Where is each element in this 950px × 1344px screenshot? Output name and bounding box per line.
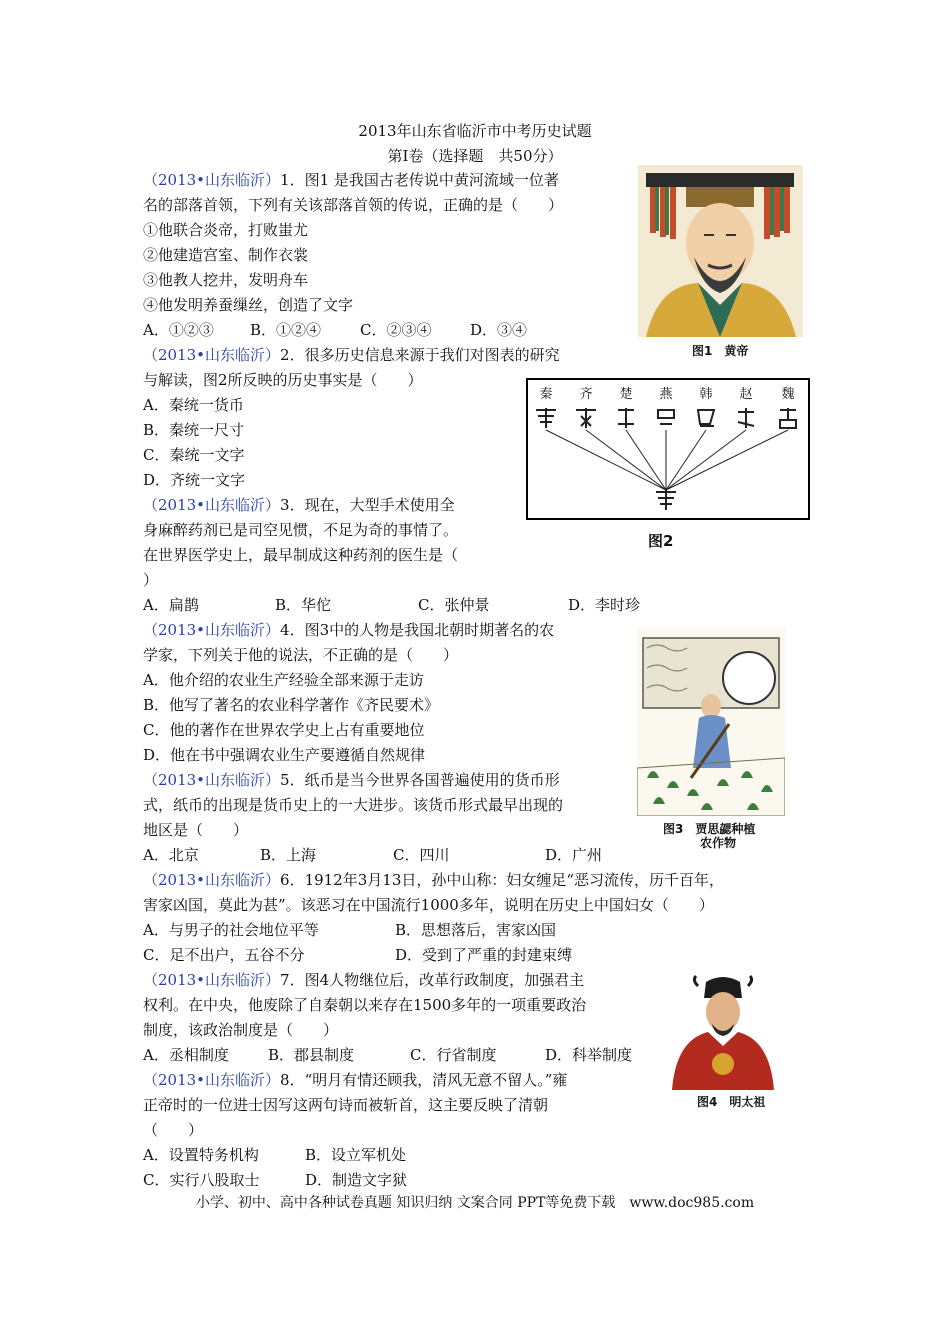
q5-option-c: C．四川 (393, 846, 450, 864)
q4-option-d: D．他在书中强调农业生产要遵循自然规律 (143, 746, 426, 764)
q3-option-c: C．张仲景 (418, 596, 490, 614)
figure-2-caption: 图2 (648, 532, 674, 550)
question-3-line-3: 在世界医学史上，最早制成这种药剂的医生是（ (143, 546, 459, 564)
question-7-line-1: （2013•山东临沂）7．图4人物继位后，改革行政制度，加强君主 (143, 971, 585, 989)
q1-option-a: A．①②③ (143, 321, 214, 339)
question-8-line-1: （2013•山东临沂）8．“明月有情还顾我，清风无意不留人。”雍 (143, 1071, 568, 1089)
q1-option-d: D．③④ (470, 321, 528, 339)
question-2-line-1: （2013•山东临沂）2．很多历史信息来源于我们对图表的研究 (143, 346, 560, 364)
q1-option-c: C．②③④ (360, 321, 432, 339)
state-label-han: 韩 (699, 387, 713, 402)
question-2-line-2: 与解读，图2所反映的历史事实是（ ） (143, 371, 423, 389)
question-1-line-6: ④他发明养蚕缫丝，创造了文字 (143, 296, 354, 314)
figure-2-script-diagram (526, 378, 810, 520)
state-label-wei: 魏 (781, 387, 795, 402)
q7-option-d: D．科举制度 (545, 1046, 633, 1064)
question-3-line-1: （2013•山东临沂）3．现在，大型手术使用全 (143, 496, 455, 514)
state-label-qi: 齐 (579, 387, 593, 402)
question-4-line-1: （2013•山东临沂）4．图3中的人物是我国北朝时期著名的农 (143, 621, 555, 639)
question-1-line-2: 名的部落首领，下列有关该部落首领的传说，正确的是（ ） (143, 196, 564, 214)
source-tag: （2013•山东临沂） (143, 171, 281, 189)
question-7-line-3: 制度，该政治制度是（ ） (143, 1021, 339, 1039)
question-5-line-2: 式，纸币的出现是货币史上的一大进步。该货币形式最早出现的 (143, 796, 564, 814)
question-5-line-3: 地区是（ ） (143, 821, 249, 839)
question-8-line-2: 正帝时的一位进士因写这两句诗而被斩首，这主要反映了清朝 (143, 1096, 549, 1114)
figure-1-caption: 图1 黄帝 (692, 344, 749, 358)
q3-option-d: D．李时珍 (568, 596, 641, 614)
q8-option-c: C．实行八股取士 (143, 1171, 260, 1189)
q1-option-b: B．①②④ (250, 321, 322, 339)
q2-option-a: A．秦统一货币 (143, 396, 244, 414)
question-7-line-2: 权利。在中央，他废除了自秦朝以来存在1500多年的一项重要政治 (143, 996, 587, 1014)
q4-option-c: C．他的著作在世界农学史上占有重要地位 (143, 721, 425, 739)
q4-option-a: A．他介绍的农业生产经验全部来源于走访 (143, 671, 424, 689)
q8-option-b: B．设立军机处 (305, 1146, 407, 1164)
q6-option-b: B．思想落后，害家凶国 (395, 921, 557, 939)
q3-option-b: B．华佗 (275, 596, 332, 614)
question-1-line-5: ③他教人挖井，发明舟车 (143, 271, 309, 289)
q2-option-b: B．秦统一尺寸 (143, 421, 245, 439)
state-label-chu: 楚 (619, 387, 633, 402)
q6-option-d: D．受到了严重的封建束缚 (395, 946, 573, 964)
jia-sixie-farming-illustration (637, 628, 785, 816)
q7-option-c: C．行省制度 (410, 1046, 497, 1064)
figure-3-caption-line-2: 农作物 (700, 836, 737, 850)
question-8-line-3: （ ） (143, 1121, 204, 1139)
question-1-line-3: ①他联合炎帝，打败蚩尤 (143, 221, 309, 239)
question-3-line-2: 身麻醉药剂已是司空见惯，不足为奇的事情了。 (143, 521, 459, 539)
q6-option-c: C．足不出户，五谷不分 (143, 946, 305, 964)
q5-option-b: B．上海 (260, 846, 317, 864)
figure-4-caption: 图4 明太祖 (697, 1095, 766, 1109)
q2-option-d: D．齐统一文字 (143, 471, 246, 489)
q7-option-b: B．郡县制度 (268, 1046, 355, 1064)
q7-option-a: A．丞相制度 (143, 1046, 229, 1064)
ming-taizu-portrait (668, 972, 778, 1090)
q5-option-a: A．北京 (143, 846, 199, 864)
question-1-line-4: ②他建造宫室、制作衣裳 (143, 246, 309, 264)
yellow-emperor-portrait (638, 165, 803, 337)
q8-option-a: A．设置特务机构 (143, 1146, 259, 1164)
state-label-zhao: 赵 (739, 387, 753, 402)
question-3-line-4: ） (143, 571, 159, 589)
state-label-qin: 秦 (539, 387, 553, 402)
q4-option-b: B．他写了著名的农业科学著作《齐民要术》 (143, 696, 440, 714)
question-6-line-2: 害家凶国，莫此为甚”。该恶习在中国流行1000多年，说明在历史上中国妇女（ ） (143, 896, 714, 914)
state-label-yan: 燕 (659, 387, 673, 402)
page-title: 2013年山东省临沂市中考历史试题 (358, 122, 592, 140)
page-footer: 小学、初中、高中各种试卷真题 知识归纳 文案合同 PPT等免费下载 www.doc985.com (195, 1195, 755, 1211)
q2-option-c: C．秦统一文字 (143, 446, 245, 464)
section-title: 第Ⅰ卷（选择题 共50分） (387, 147, 563, 165)
q5-option-d: D．广州 (545, 846, 603, 864)
question-1-line-1: （2013•山东临沂）1．图1 是我国古老传说中黄河流域一位著 (143, 171, 559, 189)
q8-option-d: D．制造文字狱 (305, 1171, 408, 1189)
q6-option-a: A．与男子的社会地位平等 (143, 921, 319, 939)
question-6-line-1: （2013•山东临沂）6．1912年3月13日，孙中山称：妇女缠足“恶习流传，历千百年， (143, 871, 725, 889)
figure-3-caption-line-1: 图3 贾思勰种植 (663, 822, 756, 836)
q3-option-a: A．扁鹊 (143, 596, 199, 614)
question-4-line-2: 学家，下列关于他的说法，不正确的是（ ） (143, 646, 459, 664)
question-5-line-1: （2013•山东临沂）5．纸币是当今世界各国普遍使用的货币形 (143, 771, 560, 789)
